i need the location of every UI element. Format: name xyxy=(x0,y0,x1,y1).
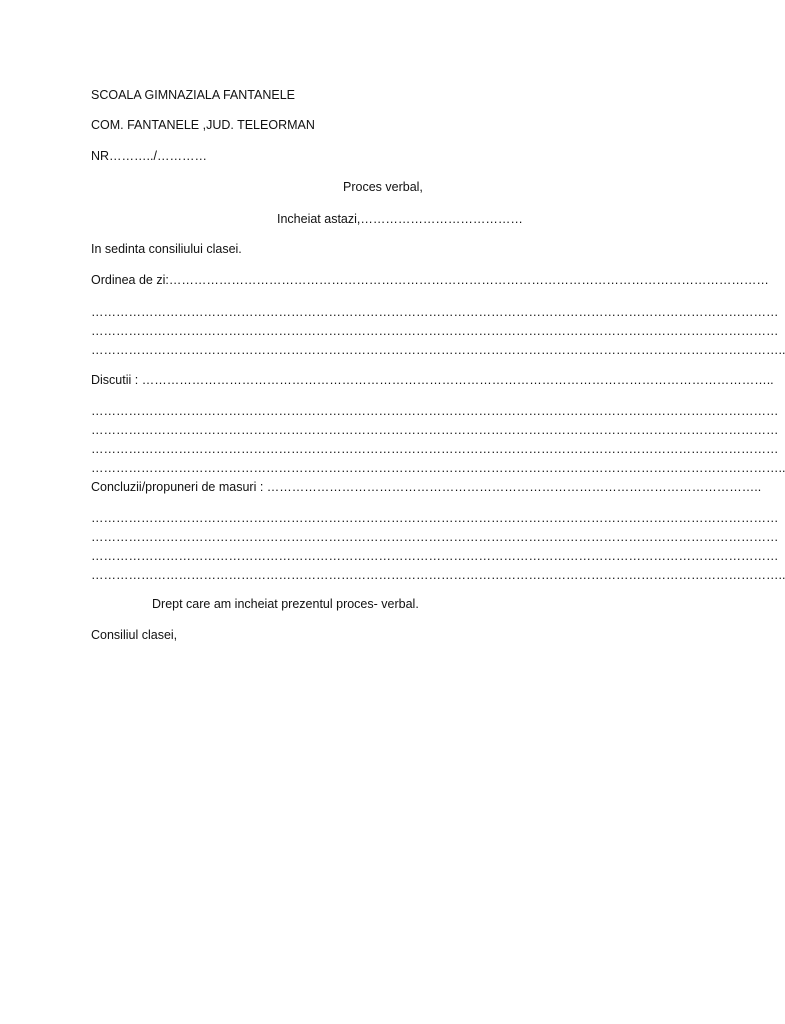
discussions-line: ………………………………………………………………………………………………………………………………………………… xyxy=(91,404,779,418)
closing-statement: Drept care am incheiat prezentul proces- verbal. xyxy=(152,597,419,611)
agenda-label: Ordinea de zi:……………………………………………………………………………………………………………………………… xyxy=(91,273,769,287)
conclusions-label: Concluzii/propuneri de masuri : ……………………………………………………………………………………………………….. xyxy=(91,480,762,494)
agenda-line: ………………………………………………………………………………………………………………………………………………… xyxy=(91,324,779,338)
conclusions-line: ………………………………………………………………………………………………………………………………………………….. xyxy=(91,568,785,582)
date-line: Incheiat astazi,………………………………… xyxy=(277,212,523,226)
discussions-line: ………………………………………………………………………………………………………………………………………………….. xyxy=(91,461,785,475)
discussions-line: ………………………………………………………………………………………………………………………………………………… xyxy=(91,423,779,437)
document-title: Proces verbal, xyxy=(343,180,423,194)
discussions-line: ………………………………………………………………………………………………………………………………………………… xyxy=(91,442,779,456)
conclusions-line: ………………………………………………………………………………………………………………………………………………… xyxy=(91,549,779,563)
school-name: SCOALA GIMNAZIALA FANTANELE xyxy=(91,88,295,102)
intro-text: In sedinta consiliului clasei. xyxy=(91,242,242,256)
agenda-line: ………………………………………………………………………………………………………………………………………………….. xyxy=(91,343,785,357)
signature-label: Consiliul clasei, xyxy=(91,628,178,642)
conclusions-line: ………………………………………………………………………………………………………………………………………………… xyxy=(91,511,779,525)
address-line: COM. FANTANELE ,JUD. TELEORMAN xyxy=(91,118,315,132)
agenda-line: ………………………………………………………………………………………………………………………………………………… xyxy=(91,305,779,319)
conclusions-line: ………………………………………………………………………………………………………………………………………………… xyxy=(91,530,779,544)
registration-number: NR………../………… xyxy=(91,149,207,163)
discussions-label: Discutii : …………………………………………………………………………………………………………………………………….. xyxy=(91,373,774,387)
